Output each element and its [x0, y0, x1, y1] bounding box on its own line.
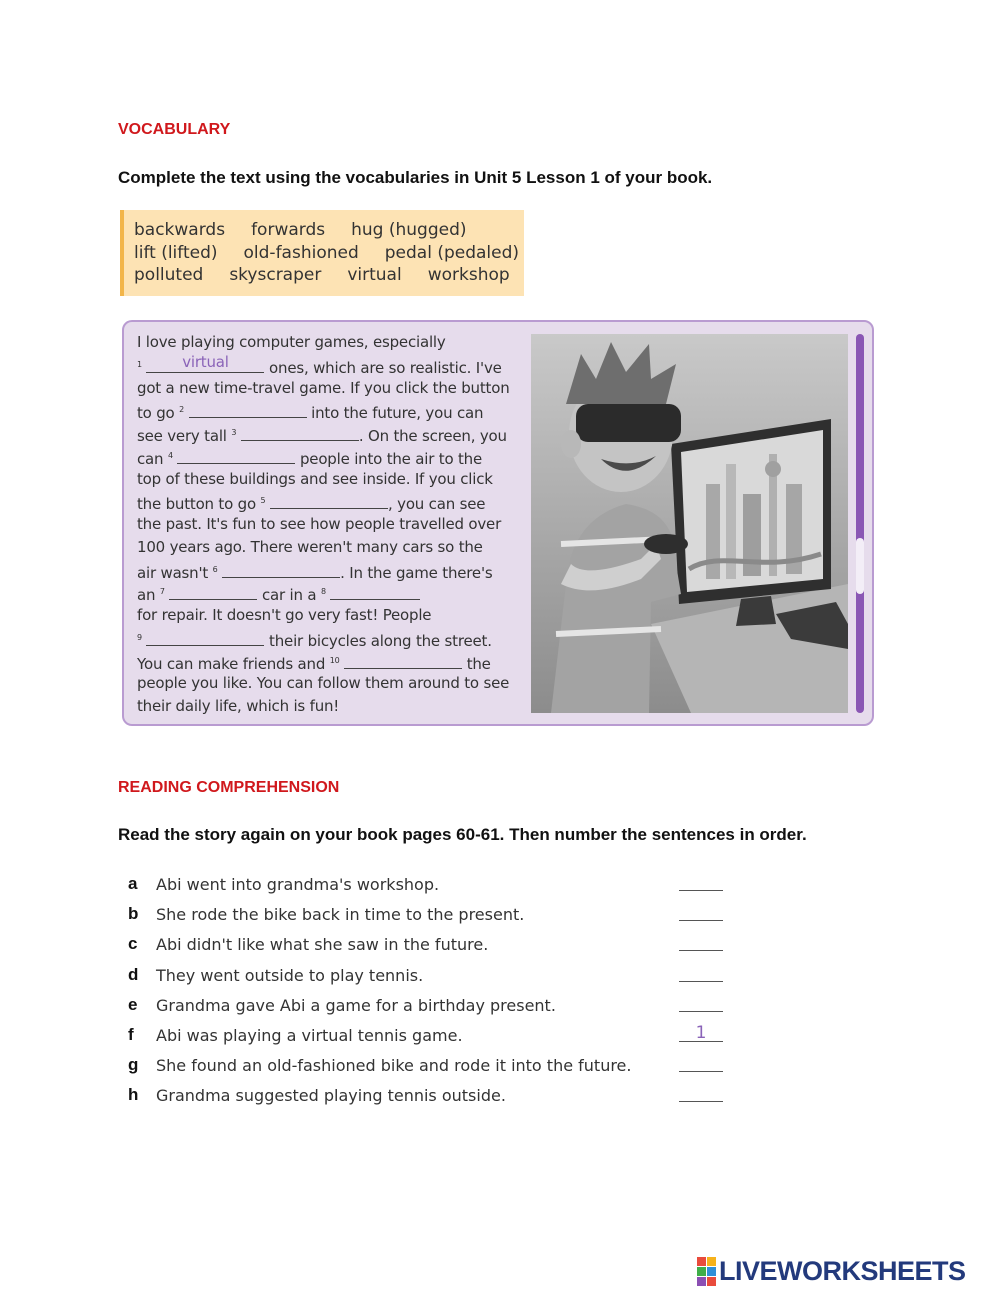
- answer-blank-9[interactable]: [146, 631, 264, 646]
- panel-scrollbar[interactable]: [856, 334, 864, 713]
- game-controller: [644, 534, 688, 554]
- story-text: [137, 331, 527, 718]
- answer-blank-5[interactable]: [270, 494, 388, 509]
- order-answer-f[interactable]: 1: [679, 1023, 723, 1042]
- answer-blank-2[interactable]: [189, 403, 307, 418]
- story-line: got a new time-travel game. If you click the button: [137, 378, 510, 397]
- blank-number: 4: [167, 450, 173, 460]
- item-letter: a: [128, 874, 138, 893]
- order-answer-a[interactable]: [679, 872, 723, 891]
- scrollbar-thumb[interactable]: [856, 538, 864, 594]
- liveworksheets-logo: [697, 1255, 966, 1287]
- list-item: [128, 1023, 728, 1053]
- item-letter: e: [128, 994, 138, 1014]
- word: lift (lifted): [134, 242, 218, 263]
- item-text: She found an old-fashioned bike and rode it into the future.: [156, 1056, 632, 1076]
- order-answer-c[interactable]: [679, 932, 723, 951]
- item-letter: d: [128, 964, 139, 984]
- list-item: [128, 1083, 728, 1113]
- item-letter: c: [128, 934, 138, 954]
- story-line: ones, which are so realistic. I've: [269, 358, 502, 377]
- story-line: to go: [137, 404, 175, 423]
- word: forwards: [251, 220, 326, 240]
- word-row: [134, 242, 524, 265]
- story-line: I love playing computer games, especially: [137, 333, 446, 351]
- order-answer-b[interactable]: [679, 902, 723, 921]
- logo-block: [707, 1267, 716, 1276]
- story-line: for repair. It doesn't go very fast! People: [137, 606, 432, 624]
- story-line: air wasn't: [137, 563, 209, 582]
- item-text: They went outside to play tennis.: [156, 965, 424, 985]
- logo-block: [697, 1277, 706, 1286]
- story-line: people you like. You can follow them around to see: [137, 674, 510, 693]
- logo-text: LIVEWORKSHEETS: [719, 1255, 966, 1286]
- item-letter: h: [128, 1085, 139, 1105]
- word: backwards: [134, 220, 226, 240]
- answer-text: virtual: [182, 353, 229, 371]
- story-line: the: [466, 654, 491, 673]
- vocabulary-instruction: Complete the text using the vocabularies in Unit 5 Lesson 1 of your book.: [118, 168, 713, 187]
- answer-blank-3[interactable]: [241, 426, 359, 441]
- answer-blank-1[interactable]: [146, 353, 264, 373]
- story-line: 100 years ago. There weren't many cars so the: [137, 537, 483, 556]
- list-item: [128, 932, 728, 962]
- story-line: the button to go: [137, 495, 256, 514]
- answer-blank-6[interactable]: [222, 563, 340, 578]
- order-answer-h[interactable]: [679, 1083, 723, 1102]
- item-text: Grandma gave Abi a game for a birthday present.: [156, 995, 556, 1015]
- blank-number: 2: [179, 405, 184, 415]
- illustration-svg: [531, 334, 848, 713]
- item-text: Grandma suggested playing tennis outside.: [156, 1086, 506, 1106]
- item-text: She rode the bike back in time to the present.: [156, 905, 525, 925]
- order-answer-e[interactable]: [679, 993, 723, 1012]
- word: workshop: [427, 265, 510, 285]
- story-line: their bicycles along the street.: [269, 631, 492, 650]
- story-line: car in a: [261, 586, 317, 605]
- word-box: [120, 210, 524, 296]
- story-line: . In the game there's: [340, 563, 493, 582]
- story-line: an: [137, 586, 156, 605]
- story-line: . On the screen, you: [358, 427, 507, 445]
- blank-number: 7: [159, 587, 165, 597]
- item-letter: f: [128, 1024, 134, 1044]
- word-row: [134, 264, 524, 287]
- story-line: You can make friends and: [137, 654, 326, 673]
- answer-blank-7[interactable]: [169, 585, 257, 600]
- word: polluted: [134, 265, 204, 285]
- story-line: their daily life, which is fun!: [137, 697, 340, 715]
- vr-boy-illustration: [531, 334, 848, 713]
- blank-number: 3: [231, 428, 237, 437]
- story-line: , you can see: [388, 495, 486, 514]
- story-line: can: [137, 449, 164, 468]
- word: hug (hugged): [351, 220, 467, 240]
- item-letter: b: [128, 904, 139, 924]
- blank-number: 5: [260, 496, 266, 506]
- blank-number: 1: [137, 359, 142, 369]
- answer-blank-8[interactable]: [330, 585, 420, 600]
- list-item: [128, 993, 728, 1023]
- order-list: [128, 872, 728, 1114]
- list-item: [128, 1053, 728, 1083]
- blank-number: 9: [137, 632, 142, 642]
- reading-instruction: Read the story again on your book pages 60-61. Then number the sentences in order.: [118, 825, 807, 844]
- story-line: people into the air to the: [299, 449, 483, 468]
- blank-number: 6: [212, 564, 218, 574]
- blank-number: 10: [329, 655, 340, 665]
- item-letter: g: [128, 1055, 139, 1075]
- order-answer-g[interactable]: [679, 1053, 723, 1072]
- logo-block: [697, 1267, 706, 1276]
- blank-number: 8: [320, 587, 326, 597]
- logo-block: [697, 1257, 706, 1266]
- story-line: the past. It's fun to see how people travelled over: [137, 515, 502, 533]
- list-item: [128, 872, 728, 902]
- word: skyscraper: [229, 265, 322, 285]
- vocabulary-heading: VOCABULARY: [118, 121, 231, 138]
- reading-heading: READING COMPREHENSION: [118, 779, 340, 796]
- word: old-fashioned: [243, 242, 359, 263]
- item-text: Abi was playing a virtual tennis game.: [156, 1025, 463, 1045]
- vr-headset: [576, 404, 681, 442]
- logo-blocks-icon: [697, 1257, 716, 1286]
- story-line: into the future, you can: [311, 404, 484, 423]
- story-line: top of these buildings and see inside. If you click: [137, 469, 493, 488]
- order-answer-d[interactable]: [679, 963, 723, 982]
- word: virtual: [347, 265, 402, 285]
- item-text: Abi didn't like what she saw in the future.: [156, 935, 489, 955]
- logo-block: [707, 1257, 716, 1266]
- item-text: Abi went into grandma's workshop.: [156, 875, 440, 894]
- answer-blank-4[interactable]: [177, 449, 295, 464]
- word-row: [134, 219, 524, 242]
- story-line: see very tall: [137, 427, 227, 445]
- answer-blank-10[interactable]: [344, 654, 462, 669]
- word: pedal (pedaled): [384, 242, 520, 263]
- logo-block: [707, 1277, 716, 1286]
- list-item: [128, 902, 728, 932]
- list-item: [128, 963, 728, 993]
